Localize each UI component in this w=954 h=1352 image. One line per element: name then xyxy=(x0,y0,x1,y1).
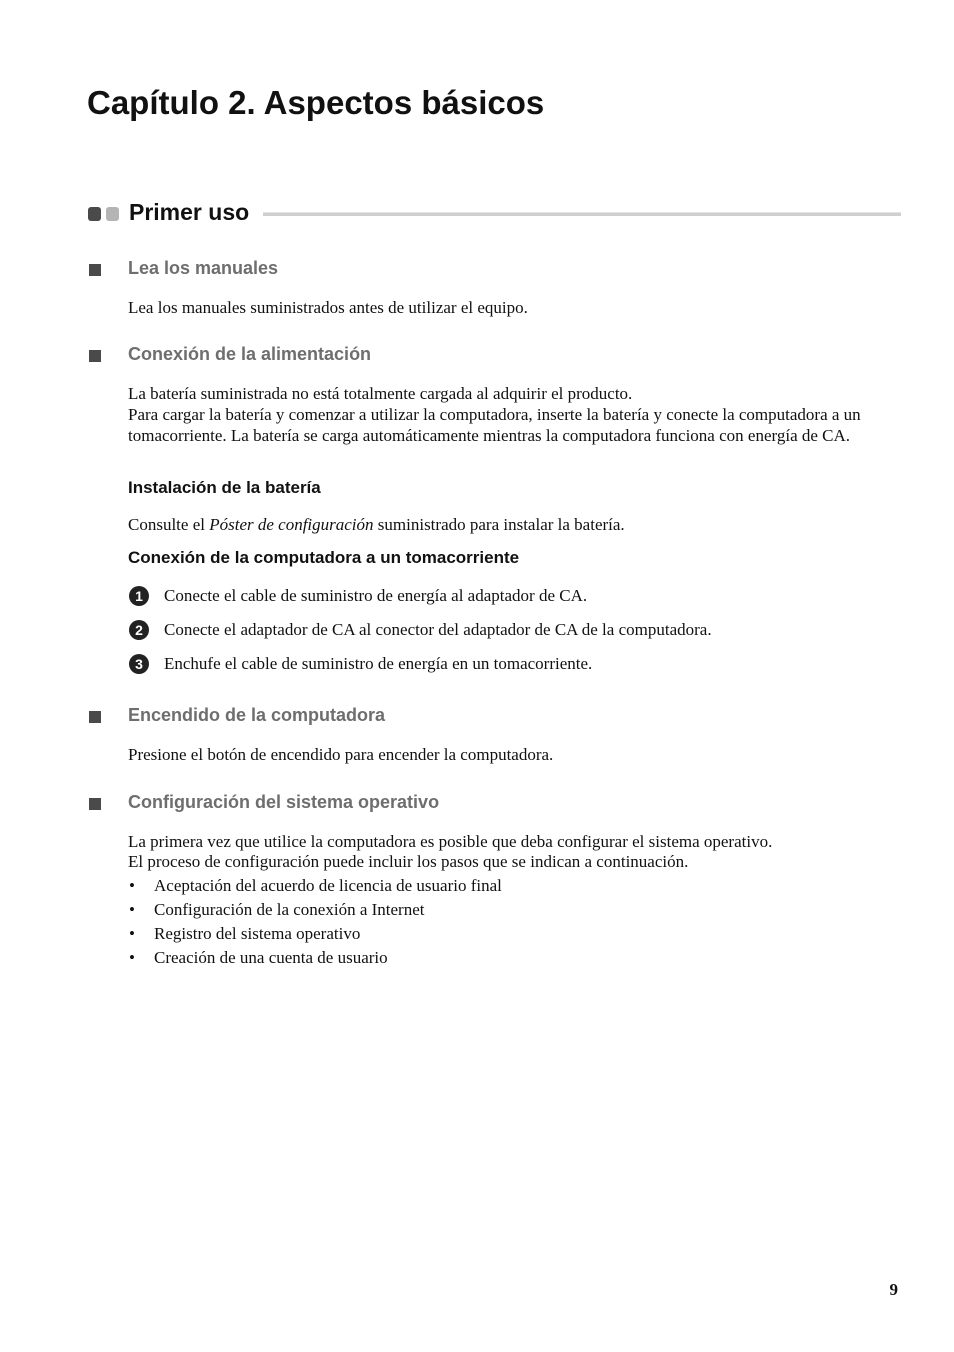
section-rule xyxy=(263,212,901,216)
power-text-line2: Para cargar la batería y comenzar a utilizar la computadora, inserte la batería y conecte la computadora a un tomacorriente. La batería se carga automáticamente mientras la computadora funciona con energía de CA. xyxy=(128,405,861,445)
os-config-text-line1: La primera vez que utilice la computadora es posible que deba configurar el sistema operativo. xyxy=(128,832,773,851)
connect-outlet-heading: Conexión de la computadora a un tomacorriente xyxy=(128,548,520,567)
subsection-heading-power-on: Encendido de la computadora xyxy=(128,705,386,725)
os-config-text-line2: El proceso de configuración puede incluir los pasos que se indican a continuación. xyxy=(128,852,689,871)
step-number-1-icon: 1 xyxy=(129,586,149,606)
square-bullet-icon xyxy=(89,350,101,362)
bullet-dot-icon: • xyxy=(129,900,135,919)
subsection-heading-os-config: Configuración del sistema operativo xyxy=(128,792,440,812)
power-on-text: Presione el botón de encendido para encender la computadora. xyxy=(128,745,554,764)
step-number-3-icon: 3 xyxy=(129,654,149,674)
square-bullet-icon xyxy=(89,711,101,723)
power-text-line1: La batería suministrada no está totalmente cargada al adquirir el producto. xyxy=(128,384,633,403)
chapter-title: Capítulo 2. Aspectos básicos xyxy=(87,84,545,121)
install-text-before: Consulte el xyxy=(128,515,210,534)
subsection-heading-manuals: Lea los manuales xyxy=(128,258,279,278)
install-text-after: suministrado para instalar la batería. xyxy=(373,515,625,534)
list-item: Creación de una cuenta de usuario xyxy=(154,948,388,967)
step-number-2-icon: 2 xyxy=(129,620,149,640)
poster-title: Póster de configuración xyxy=(209,515,374,534)
step-2-text: Conecte el adaptador de CA al conector del adaptador de CA de la computadora. xyxy=(164,620,712,639)
section-marker-light-icon xyxy=(106,207,119,221)
bullet-dot-icon: • xyxy=(129,948,135,967)
step-1-text: Conecte el cable de suministro de energía al adaptador de CA. xyxy=(164,586,588,605)
bullet-dot-icon: • xyxy=(129,924,135,943)
list-item: Aceptación del acuerdo de licencia de usuario final xyxy=(154,876,502,895)
list-item: Registro del sistema operativo xyxy=(154,924,361,943)
bullet-dot-icon: • xyxy=(129,876,135,895)
page-number: 9 xyxy=(889,1280,898,1299)
manuals-text: Lea los manuales suministrados antes de utilizar el equipo. xyxy=(128,298,528,317)
list-item: Configuración de la conexión a Internet xyxy=(154,900,425,919)
section-header xyxy=(87,199,901,229)
section-title: Primer uso xyxy=(129,199,250,225)
step-3-text: Enchufe el cable de suministro de energía en un tomacorriente. xyxy=(164,654,593,673)
square-bullet-icon xyxy=(89,264,101,276)
square-bullet-icon xyxy=(89,798,101,810)
battery-install-text xyxy=(128,514,625,535)
subsection-heading-power: Conexión de la alimentación xyxy=(128,344,372,364)
section-marker-dark-icon xyxy=(88,207,101,221)
battery-install-heading: Instalación de la batería xyxy=(128,478,321,497)
